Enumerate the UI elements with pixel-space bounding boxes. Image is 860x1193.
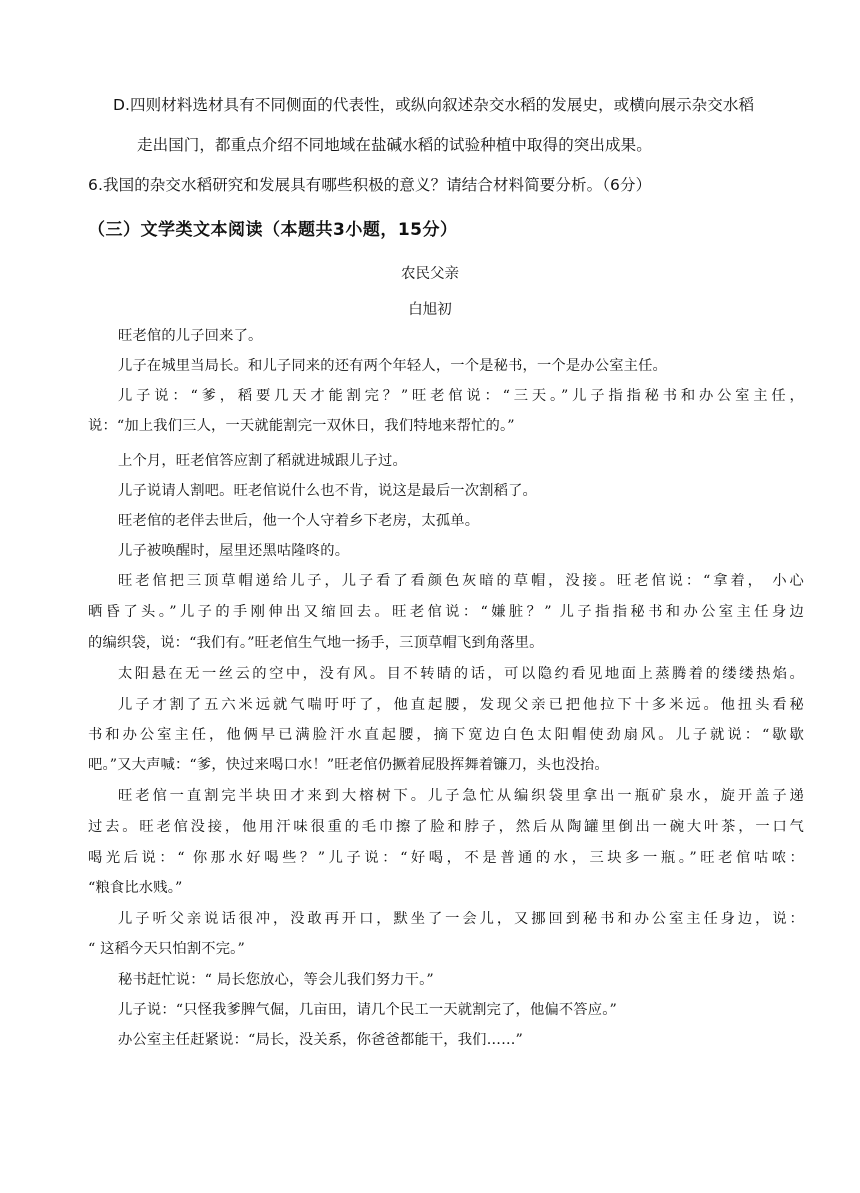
story-line: 书和办公室主任，他俩早已满脸汗水直起腰，摘下宽边白色太阳帽使劲扇风。儿子就说：“歇歇 xyxy=(88,727,804,743)
story-line: 旺老倌的儿子回来了。 xyxy=(118,328,263,344)
story-line: 办公室主任赶紧说：“局长，没关系，你爸爸都能干，我们……” xyxy=(118,1032,523,1048)
story-line: 儿子说：“只怪我爹脾气倔，几亩田，请几个民工一天就割完了，他偏不答应。” xyxy=(118,1002,617,1018)
story-line: “粮食比水贱。” xyxy=(88,880,183,896)
story-author: 白旭初 xyxy=(408,302,452,318)
story-line: 吧。”又大声喊：“爹，快过来喝口水！”旺老倌仍撅着屁股挥舞着镰刀，头也没抬。 xyxy=(88,757,609,773)
story-line: “ 这稻今天只怕割不完。” xyxy=(88,941,245,957)
story-line: 喝光后说：“ 你那水好喝些？”儿子说：“好喝，不是普通的水，三块多一瓶。”旺老倌咕哝： xyxy=(88,850,804,866)
story-line: 儿子说：“爹，稻要几天才能割完？”旺老倌说：“三天。”儿子指指秘书和办公室主任， xyxy=(118,388,804,404)
story-line: 过去。旺老倌没接，他用汗味很重的毛巾擦了脸和脖子，然后从陶罐里倒出一碗大叶茶，一口气 xyxy=(88,819,804,835)
story-line: 说：“加上我们三人，一天就能割完一双休日，我们特地来帮忙的。” xyxy=(88,418,515,434)
story-line: 儿子才割了五六米远就气喘吁吁了，他直起腰，发现父亲已把他拉下十多米远。他扭头看秘 xyxy=(118,697,804,713)
story-title: 农民父亲 xyxy=(401,266,459,282)
question-6: 6.我国的杂交水稻研究和发展具有哪些积极的意义？请结合材料简要分析。（6分） xyxy=(88,176,652,194)
story-line: 儿子说请人割吧。旺老倌说什么也不肯，说这是最后一次割稻了。 xyxy=(118,483,537,499)
story-line: 上个月，旺老倌答应割了稻就进城跟儿子过。 xyxy=(118,453,407,469)
story-line: 旺老倌的老伴去世后，他一个人守着乡下老房，太孤单。 xyxy=(118,513,480,529)
story-line: 儿子听父亲说话很冲，没敢再开口，默坐了一会儿，又挪回到秘书和办公室主任身边，说： xyxy=(118,911,804,927)
story-line: 晒昏了头。”儿子的手刚伸出又缩回去。旺老倌说：“嫌脏？” 儿子指指秘书和办公室主任身边 xyxy=(88,604,804,620)
story-line: 的编织袋，说：“我们有。”旺老倌生气地一扬手，三顶草帽飞到角落里。 xyxy=(88,635,544,651)
story-line: 旺老倌把三顶草帽递给儿子，儿子看了看颜色灰暗的草帽，没接。旺老倌说：“拿着， 小心 xyxy=(118,573,804,589)
story-line: 儿子在城里当局长。和儿子同来的还有两个年轻人，一个是秘书，一个是办公室主任。 xyxy=(118,358,667,374)
story-line: 秘书赶忙说：“ 局长您放心，等会儿我们努力干。” xyxy=(118,972,434,988)
section-heading: （三）文学类文本阅读（本题共3小题，15分） xyxy=(88,220,458,240)
story-line: 旺老倌一直割完半块田才来到大榕树下。儿子急忙从编织袋里拿出一瓶矿泉水，旋开盖子递 xyxy=(118,788,804,804)
story-line: 太阳悬在无一丝云的空中，没有风。目不转睛的话，可以隐约看见地面上蒸腾着的缕缕热焰。 xyxy=(118,666,804,682)
option-d-line-2: 走出国门，都重点介绍不同地域在盐碱水稻的试验种植中取得的突出成果。 xyxy=(137,136,652,154)
story-line: 儿子被唤醒时，屋里还黑咕隆咚的。 xyxy=(118,543,350,559)
option-d-line-1: D.四则材料选材具有不同侧面的代表性，或纵向叙述杂交水稻的发展史，或横向展示杂交水稻 xyxy=(113,96,755,114)
